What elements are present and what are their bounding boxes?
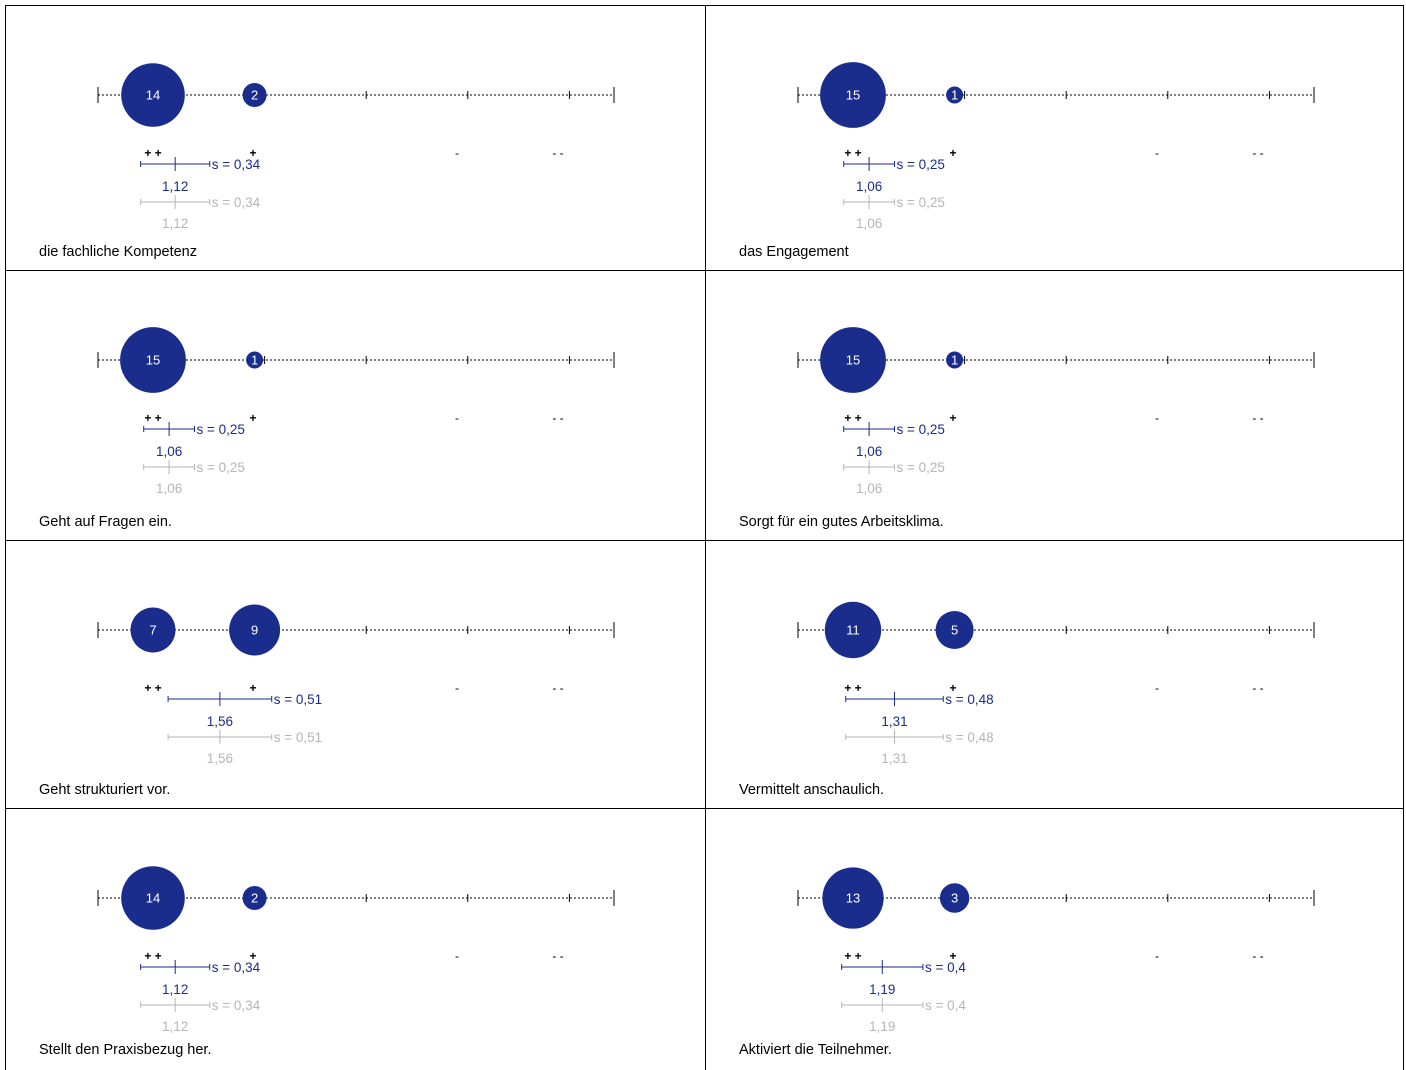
item-cell (705, 808, 1404, 1068)
count-label: 2 (250, 890, 259, 906)
item-label: Geht auf Fragen ein. (39, 514, 172, 530)
count-label: 1 (950, 352, 959, 368)
count-label: 5 (950, 622, 959, 638)
primary-mean-label: 1,06 (855, 179, 883, 194)
item-chart (705, 540, 1404, 808)
secondary-mean-label: 1,12 (162, 1019, 189, 1034)
count-label: 1 (250, 352, 259, 368)
scale-label: + + (144, 949, 162, 963)
primary-mean-label: 1,19 (869, 982, 896, 997)
primary-mean-label: 1,12 (162, 179, 189, 194)
secondary-mean-label: 1,19 (869, 1019, 896, 1034)
scale-label: - (1155, 949, 1159, 963)
count-label: 14 (145, 87, 161, 103)
item-label: Aktiviert die Teilnehmer. (739, 1042, 892, 1058)
item-chart (705, 270, 1404, 540)
count-label: 15 (145, 352, 161, 368)
item-label: Vermittelt anschaulich. (739, 782, 885, 798)
count-label: 3 (950, 890, 959, 906)
count-label: 2 (250, 87, 259, 103)
item-cell (5, 808, 705, 1068)
secondary-sd-label: s = 0,4 (924, 998, 966, 1013)
count-label: 14 (145, 890, 161, 906)
item-cell (5, 5, 705, 270)
item-label: Geht strukturiert vor. (39, 782, 171, 798)
secondary-sd-label: s = 0,25 (896, 460, 945, 475)
scale-label: + (249, 146, 257, 160)
scale-label: + + (844, 411, 862, 425)
scale-label: - - (1252, 411, 1264, 425)
secondary-mean-label: 1,06 (155, 481, 183, 496)
secondary-sd-label: s = 0,25 (196, 460, 245, 475)
scale-label: - - (1252, 949, 1264, 963)
item-cell (5, 540, 705, 808)
item-chart (705, 808, 1404, 1068)
item-cell (705, 540, 1404, 808)
secondary-sd-label: s = 0,51 (273, 730, 323, 745)
secondary-mean-label: 1,12 (162, 216, 189, 231)
secondary-sd-label: s = 0,34 (211, 195, 261, 210)
scale-label: - - (552, 146, 564, 160)
scale-label: + (249, 681, 257, 695)
scale-label: + + (144, 146, 162, 160)
count-label: 9 (250, 622, 259, 638)
secondary-mean-label: 1,31 (881, 751, 908, 766)
item-label: Sorgt für ein gutes Arbeitsklima. (739, 514, 944, 530)
item-chart (5, 808, 705, 1068)
item-chart (5, 270, 705, 540)
item-cell (705, 270, 1404, 540)
scale-label: - (1155, 146, 1159, 160)
primary-sd-label: s = 0,25 (896, 422, 945, 437)
scale-label: + (249, 949, 257, 963)
scale-label: - - (552, 949, 564, 963)
secondary-mean-label: 1,06 (855, 216, 883, 231)
scale-label: + + (844, 681, 862, 695)
scale-label: - (1155, 681, 1159, 695)
primary-sd-label: s = 0,25 (196, 422, 245, 437)
primary-sd-label: s = 0,34 (211, 157, 261, 172)
scale-label: - - (1252, 681, 1264, 695)
scale-label: - - (552, 411, 564, 425)
item-chart (5, 540, 705, 808)
primary-mean-label: 1,12 (162, 982, 189, 997)
primary-sd-label: s = 0,4 (924, 960, 966, 975)
item-label: Stellt den Praxisbezug her. (39, 1042, 212, 1058)
secondary-sd-label: s = 0,48 (945, 730, 994, 745)
scale-label: - (455, 146, 459, 160)
secondary-mean-label: 1,56 (206, 751, 234, 766)
primary-mean-label: 1,56 (206, 714, 234, 729)
primary-sd-label: s = 0,51 (273, 692, 323, 707)
item-chart (5, 5, 705, 270)
item-cell (705, 5, 1404, 270)
scale-label: - (455, 681, 459, 695)
scale-label: - (455, 949, 459, 963)
primary-sd-label: s = 0,48 (945, 692, 994, 707)
scale-label: - - (1252, 146, 1264, 160)
count-label: 15 (845, 87, 861, 103)
scale-label: - (1155, 411, 1159, 425)
count-label: 11 (846, 622, 860, 638)
secondary-mean-label: 1,06 (855, 481, 883, 496)
scale-label: + (249, 411, 257, 425)
primary-mean-label: 1,06 (855, 444, 883, 459)
primary-sd-label: s = 0,25 (896, 157, 945, 172)
scale-label: + + (144, 681, 162, 695)
scale-label: - (455, 411, 459, 425)
primary-mean-label: 1,06 (155, 444, 183, 459)
item-label: das Engagement (739, 244, 849, 260)
scale-label: + (949, 411, 957, 425)
item-label: die fachliche Kompetenz (39, 244, 197, 260)
primary-sd-label: s = 0,34 (211, 960, 261, 975)
item-chart (705, 5, 1404, 270)
count-label: 15 (845, 352, 861, 368)
scale-label: + + (844, 146, 862, 160)
count-label: 13 (845, 890, 861, 906)
primary-mean-label: 1,31 (881, 714, 908, 729)
secondary-sd-label: s = 0,34 (211, 998, 261, 1013)
scale-label: + + (844, 949, 862, 963)
scale-label: + + (144, 411, 162, 425)
secondary-sd-label: s = 0,25 (896, 195, 945, 210)
item-cell (5, 270, 705, 540)
scale-label: + (949, 681, 957, 695)
scale-label: + (949, 146, 957, 160)
scale-label: + (949, 949, 957, 963)
count-label: 7 (149, 622, 157, 638)
scale-label: - - (552, 681, 564, 695)
count-label: 1 (950, 87, 959, 103)
